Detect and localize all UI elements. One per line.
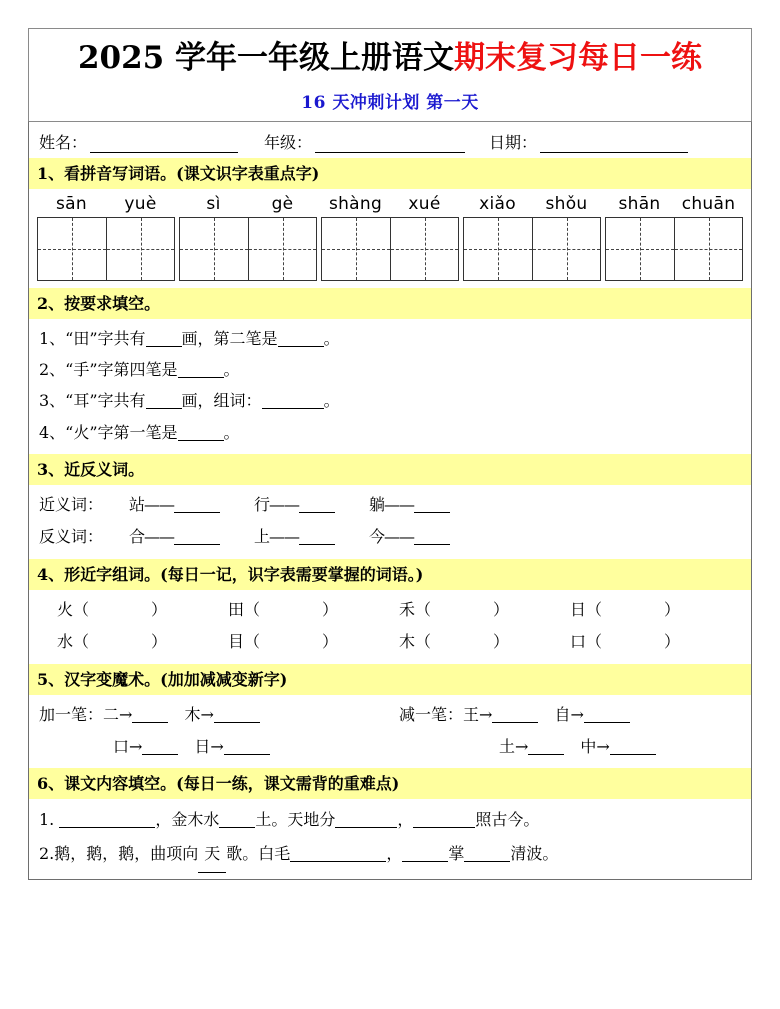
question-text: 画，第二笔是 bbox=[181, 329, 278, 349]
pinyin-row bbox=[179, 194, 317, 214]
question-text: 。 bbox=[223, 422, 240, 442]
tianzige-cell[interactable] bbox=[38, 218, 106, 280]
answer-blank[interactable] bbox=[214, 709, 260, 723]
add-stroke-group bbox=[39, 731, 399, 762]
answer-blank[interactable] bbox=[278, 333, 324, 347]
name-label: 姓名： bbox=[39, 132, 88, 152]
question-text: 。 bbox=[223, 360, 240, 380]
answer-blank[interactable] bbox=[174, 531, 220, 545]
section-5-heading: 5、汉字变魔术。(加加减减变新字) bbox=[29, 664, 751, 695]
tianzige-pair[interactable] bbox=[605, 217, 743, 281]
title-black-part: 2025 学年一年级上册语文 bbox=[77, 40, 455, 76]
name-input[interactable] bbox=[90, 136, 238, 153]
student-info-row bbox=[29, 122, 751, 158]
subtract-stroke-group bbox=[399, 731, 729, 762]
pinyin-group bbox=[37, 194, 175, 281]
answer-blank[interactable] bbox=[290, 848, 386, 862]
magic-prompt: 木→ bbox=[184, 705, 214, 725]
subtract-stroke-group bbox=[399, 699, 729, 730]
answer-blank[interactable] bbox=[299, 499, 335, 513]
magic-prompt: 日→ bbox=[194, 736, 224, 756]
paren-close: ） bbox=[664, 600, 681, 620]
paren-close: ） bbox=[493, 600, 510, 620]
answer-blank[interactable] bbox=[132, 709, 168, 723]
char-prompt: 目（ bbox=[228, 632, 261, 652]
title-banner bbox=[28, 28, 752, 121]
char-word-item[interactable] bbox=[57, 594, 228, 626]
char-prompt: 日（ bbox=[570, 600, 603, 620]
char-prompt: 木（ bbox=[399, 632, 432, 652]
tianzige-pair[interactable] bbox=[463, 217, 601, 281]
question-text: 画，组词： bbox=[181, 391, 262, 411]
char-word-row bbox=[39, 594, 741, 626]
magic-row bbox=[39, 699, 741, 730]
pinyin-row bbox=[321, 194, 459, 214]
recitation-text: ， bbox=[386, 844, 403, 864]
answer-blank[interactable] bbox=[178, 427, 224, 441]
paren-close: ） bbox=[493, 632, 510, 652]
tianzige-pair[interactable] bbox=[179, 217, 317, 281]
pinyin-row bbox=[37, 194, 175, 214]
date-label: 日期： bbox=[489, 132, 538, 152]
char-prompt: 田（ bbox=[228, 600, 261, 620]
answer-blank[interactable] bbox=[464, 848, 510, 862]
recitation-item bbox=[39, 837, 741, 872]
tianzige-cell[interactable] bbox=[106, 218, 174, 280]
synonym-prompt: 躺—— bbox=[369, 494, 415, 514]
recitation-text: 土。天地分 bbox=[255, 809, 336, 829]
paren-close: ） bbox=[322, 600, 339, 620]
answer-blank[interactable] bbox=[59, 814, 155, 828]
name-field-group bbox=[39, 130, 238, 153]
magic-prompt: 土→ bbox=[499, 736, 529, 756]
pinyin-group-list bbox=[37, 194, 743, 281]
tianzige-cell[interactable] bbox=[322, 218, 390, 280]
recitation-text: 掌 bbox=[448, 844, 465, 864]
date-input[interactable] bbox=[540, 136, 688, 153]
pinyin-syllable: sì bbox=[206, 193, 221, 214]
pinyin-syllable: xiǎo bbox=[479, 193, 516, 214]
item-number: 1. bbox=[39, 809, 55, 829]
answer-blank[interactable] bbox=[178, 364, 224, 378]
antonym-prompt: 今—— bbox=[369, 526, 415, 546]
pinyin-syllable: sān bbox=[56, 193, 87, 214]
tianzige-cell[interactable] bbox=[674, 218, 742, 280]
char-word-row bbox=[39, 626, 741, 658]
recitation-text: ， bbox=[397, 809, 414, 829]
answer-blank[interactable] bbox=[528, 741, 564, 755]
pinyin-syllable: xué bbox=[408, 193, 441, 214]
section-4-heading: 4、形近字组词。(每日一记，识字表需要掌握的词语。) bbox=[29, 559, 751, 590]
pinyin-syllable: chuān bbox=[681, 193, 736, 214]
section-2-heading: 2、按要求填空。 bbox=[29, 288, 751, 319]
magic-prompt: 自→ bbox=[554, 705, 584, 725]
pinyin-row bbox=[605, 194, 743, 214]
antonym-label: 反义词： bbox=[39, 526, 104, 546]
question-text: 3、“耳”字共有 bbox=[39, 391, 146, 411]
tianzige-cell[interactable] bbox=[390, 218, 458, 280]
synonym-label: 近义词： bbox=[39, 494, 104, 514]
section-1-body bbox=[29, 189, 751, 288]
answer-blank[interactable] bbox=[299, 531, 335, 545]
answer-blank[interactable] bbox=[224, 741, 270, 755]
char-word-item[interactable] bbox=[399, 626, 570, 658]
tianzige-cell[interactable] bbox=[248, 218, 316, 280]
question-text: 4、“火”字第一笔是 bbox=[39, 422, 178, 442]
magic-prompt: 二→ bbox=[103, 705, 133, 725]
recitation-text: 歌。白毛 bbox=[226, 844, 291, 864]
tianzige-cell[interactable] bbox=[606, 218, 674, 280]
char-word-item[interactable] bbox=[57, 626, 228, 658]
section-1-heading: 1、看拼音写词语。(课文识字表重点字) bbox=[29, 158, 751, 189]
synonym-prompt: 行—— bbox=[254, 494, 300, 514]
tianzige-cell[interactable] bbox=[464, 218, 532, 280]
char-word-item[interactable] bbox=[570, 626, 741, 658]
recitation-item bbox=[39, 803, 741, 837]
page-title bbox=[29, 39, 751, 79]
pinyin-group bbox=[179, 194, 317, 281]
synonym-row bbox=[39, 489, 741, 521]
pinyin-syllable: shān bbox=[618, 193, 661, 214]
tianzige-cell[interactable] bbox=[532, 218, 600, 280]
tianzige-pair[interactable] bbox=[321, 217, 459, 281]
answer-blank[interactable] bbox=[402, 848, 448, 862]
question-text: 1、“田”字共有 bbox=[39, 329, 146, 349]
pinyin-syllable: yuè bbox=[124, 193, 157, 214]
answer-blank[interactable] bbox=[262, 395, 324, 409]
antonym-row bbox=[39, 521, 741, 553]
tianzige-pair[interactable] bbox=[37, 217, 175, 281]
recitation-text: 照古今。 bbox=[475, 809, 540, 829]
answer-blank[interactable] bbox=[414, 499, 450, 513]
char-prompt: 水（ bbox=[57, 632, 90, 652]
answer-blank[interactable] bbox=[584, 709, 630, 723]
paren-close: ） bbox=[151, 632, 168, 652]
section-2-body bbox=[29, 319, 751, 454]
date-field-group bbox=[489, 130, 688, 153]
pinyin-row bbox=[463, 194, 601, 214]
synonym-prompt: 站—— bbox=[129, 494, 175, 514]
paren-close: ） bbox=[322, 632, 339, 652]
pinyin-syllable: gè bbox=[271, 193, 294, 214]
recitation-text: 清波。 bbox=[510, 844, 559, 864]
char-word-item[interactable] bbox=[228, 594, 399, 626]
question-text: 。 bbox=[323, 329, 340, 349]
section-4-body bbox=[29, 590, 751, 664]
question-item bbox=[39, 385, 741, 416]
pinyin-syllable: shàng bbox=[328, 193, 383, 214]
answer-blank[interactable] bbox=[610, 741, 656, 755]
char-prompt: 禾（ bbox=[399, 600, 432, 620]
question-item bbox=[39, 323, 741, 354]
worksheet-body bbox=[28, 121, 752, 880]
answer-blank[interactable] bbox=[142, 741, 178, 755]
antonym-prompt: 合—— bbox=[129, 526, 175, 546]
question-item bbox=[39, 354, 741, 385]
grade-input[interactable] bbox=[315, 136, 465, 153]
answer-blank[interactable] bbox=[146, 333, 182, 347]
subtract-stroke-label: 减一笔： bbox=[399, 705, 464, 725]
grade-label: 年级： bbox=[264, 132, 313, 152]
filled-answer[interactable]: 天 bbox=[198, 837, 226, 872]
paren-close: ） bbox=[151, 600, 168, 620]
question-item bbox=[39, 417, 741, 448]
add-stroke-group bbox=[39, 699, 399, 730]
answer-blank[interactable] bbox=[413, 814, 475, 828]
pinyin-group bbox=[605, 194, 743, 281]
char-word-item[interactable] bbox=[399, 594, 570, 626]
pinyin-group bbox=[463, 194, 601, 281]
question-text: 。 bbox=[323, 391, 340, 411]
paren-close: ） bbox=[664, 632, 681, 652]
answer-blank[interactable] bbox=[414, 531, 450, 545]
answer-blank[interactable] bbox=[219, 814, 255, 828]
page-subtitle: 16 天冲刺计划 第一天 bbox=[301, 92, 479, 113]
question-text: 2、“手”字第四笔是 bbox=[39, 360, 178, 380]
recitation-text: 鹅，鹅，鹅，曲项向 bbox=[54, 844, 199, 864]
grade-field-group bbox=[264, 130, 465, 153]
magic-prompt: 口→ bbox=[113, 736, 143, 756]
answer-blank[interactable] bbox=[174, 499, 220, 513]
char-prompt: 火（ bbox=[57, 600, 90, 620]
add-stroke-label: 加一笔： bbox=[39, 705, 104, 725]
magic-prompt: 中→ bbox=[580, 736, 610, 756]
pinyin-syllable: shǒu bbox=[545, 193, 588, 214]
section-6-heading: 6、课文内容填空。(每日一练，课文需背的重难点) bbox=[29, 768, 751, 799]
char-word-item[interactable] bbox=[570, 594, 741, 626]
answer-blank[interactable] bbox=[492, 709, 538, 723]
item-number: 2. bbox=[39, 844, 55, 864]
answer-blank[interactable] bbox=[146, 395, 182, 409]
char-prompt: 口（ bbox=[570, 632, 603, 652]
section-6-body bbox=[29, 799, 751, 879]
magic-row bbox=[39, 731, 741, 762]
antonym-prompt: 上—— bbox=[254, 526, 300, 546]
tianzige-cell[interactable] bbox=[180, 218, 248, 280]
section-3-body bbox=[29, 485, 751, 559]
char-word-item[interactable] bbox=[228, 626, 399, 658]
answer-blank[interactable] bbox=[335, 814, 397, 828]
title-red-part: 期末复习每日一练 bbox=[454, 40, 703, 76]
magic-prompt: 王→ bbox=[463, 705, 493, 725]
pinyin-group bbox=[321, 194, 459, 281]
section-5-body bbox=[29, 695, 751, 767]
section-3-heading: 3、近反义词。 bbox=[29, 454, 751, 485]
recitation-text: ，金木水 bbox=[155, 809, 220, 829]
